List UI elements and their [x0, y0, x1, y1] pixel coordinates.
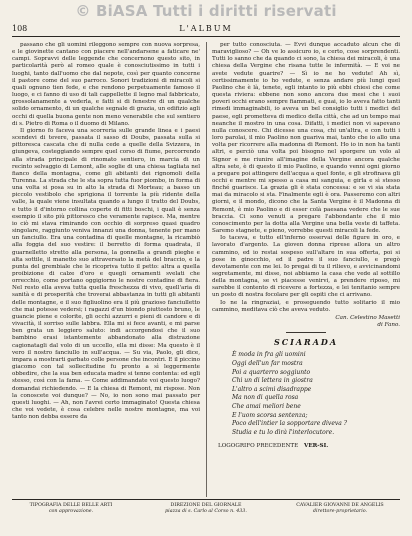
footer-direction-title: DIREZIONE DEL GIORNALE [170, 503, 242, 508]
footer-printer [12, 503, 130, 515]
sciarada-title: SCIARADA [273, 337, 339, 348]
solution-value: VER-SI. [303, 443, 329, 450]
section-rule [286, 332, 326, 333]
footer-printer-note: con approvazione. [48, 509, 94, 514]
right-paragraph-2: Io taceva, e tutto ell'inferno osservai delle figure in oro, e lavorato d'argento. La gioven donna riprese allora un altro cammino, ed io restai sospeso sull'altare in sua offerta, poi si pose in ginocchio, ed il padre il suo fanciullo, e pregò devotamente con me lei. Io pregai di tu il rilievo, e avvicinandomi segretamente, mi disse, noi abbiamo la casa che vede al sottillo della montagna, se vi piacesse venirvi, a prendere riposo, mi sarebbe il contento di ricevere a fortezza, e lei tenitanio sempre un posto di nostra focolare per gli ospiti che ci arrivano. [212, 235, 400, 299]
header-rule [12, 36, 400, 37]
verse-line: Poi a quarterro soggiunto [232, 368, 311, 376]
left-paragraph-2: Il giorno fo faceva una scorreria sulle grande linea e i paesi scendevi di tevere, passata il sasso di Doubs, passata sulla si pittoresca cascata che di nulla cede a quelle della Svizzera, in giungeva, costeggiando sempre quel corso di fiume, percorrendo alla strada principale di rinomato sentiero, in marcia di un recinto selvaggio di Lemont, alle soglie di una chiesa tagliata nel fianco della montagna, come gli abitanti dei rignomoli della Turenna. La strada che le sta sopra tutta fuor piombo, in forma di una volta si posa su in alto la strada di Morteau; a basso un piccolo vestibolo che sprigiona il torrente la più ridente della valle, la quale viene insultata quando a lungo il tratto del Doubs, e tutto il d'intorno collina coperte di fitti boschi, i quali è senza esempio il sito più pittoresco che veramente rapisce. Ma, mentre io ciò mi stava rimirando con occhio di sorpreso quasi quadro singolare, raggiunto veniva innanzi una donna, tenente per mano un fanciullo. Era una contadina di quelle montagne, la ricambiò alla foggia del suo vestire: il berretto di forma quadrata, il guarnelletto stretto alla persona, la gonnella a grandi pieghe e alta sottile, il manetto suo attraversato la metà del braccio, e la punta del grembiale che le ricopriva tutto il petto: altra a quella proibizione di calze d'oro e quegli ornamenti svelati che orrecchio, come portano oggigiorno le nostre contadine di fiera. Nel resto ella aveva tutta quella freschezza di vivo, quell'aria di sanità e di prosperità che troverai abbastanza in tutti gli abitanti delle montagne, e il suo figliuolino era il più grazioso fanciulletto che mai potesse vedersi; i ragazzi d'un biondo piuttosto bruno, le guancie piene e colorite, gli occhi azzurri e pieni di candore e di vivacità, il sorriso sulle labbra. Ella mi si fece avanti, e mi parse ben grata un leggiero saluto: indi accorgendosi che il suo bambino erasi istantemente abbandonato alla distrazione cagionatagli dal volo di un uccello, ella mi disse: Ma questo è il vero il nostro fanciullo in sull'acqua. — Su via, Paolo, gli dice, impara a mostrarti garbato colle persone che incontri. E il piccino giacomo con tal sollecitudine fu pronto a sì leggermente obbedire, che la sua ben educata madre si tenne contenta: ed egli stesso, così con la fama. — Come addimandate voi questo luogo? domandai richiedendo. — E la chiesa di Remont, mi rispose. Non la conoscete voi dunque? — No, io non sono mai passato per questi luoghi. — Ah, non l'avrei certo immaginato! Questa chiesa che voi vedete, è cosa celebre nelle nostre montagne, ma voi tanto non debba essere da [12, 127, 200, 421]
solution-label: LOGOGRIFO PRECEDENTE [218, 443, 299, 450]
page-header [12, 24, 400, 36]
right-paragraph-1: per tutto conosciuta. — Evvi dunque accaduto alcun che di maraviglioso? — Oh ve lo assicuro io, e certo, cose sorprendenti. Tutti lo sanno che da quando ci sono, la chiesa dei miracoli, è una chiesa della Vergine che risana tutte le infermità. — E voi ne avete vedute guarire? — Sì io ne ho vedute! Ah sì, certissimamente io ho vedute, e senza andare più lungi quel Paolino che è là, tenete, egli intanto io più ebbi chiesi che come questa riviera: ebbene non sono ancora due mesi che i suoi poveri occhi erano sempre fiammati, e guai, io lo aveva fatto tanti rimedi immaginabili, io aveva un bel consiglio tutti i medici del paese, egli prometteva di medico della città, che ad un tempo mai neanche il mostro in una cosa. Difatti, i medici non vi sapevano nulla conoscere. Chi dicesse una cosa, chi un'altra, e con tutti i loro parolai, il mio Paolino non guariva mai, tanto che io allo una volta per ricorrere alla madonna di Remont. Ho io in non ha tanti altri, e perciò una volta poi bisogno nel sporgere un volo al Signor e me riunire all'imagine della Vergine ancora qualche altra sete, è di questo il mio Paolino, e quando venni ogni giorno a pregare poi attingere dell'acqua a quel fonte, e gli strofinava gli occhi e mentre mi spesso a casa mi sanguia, e girla e sì stesso finché guarisce. La grazia gli è stata concessa: e se vi sia stata mai da miracolo si sta. Finalmente egli è ora. Passeremo con altri giorni, e il mondo, dicono che la Santa Vergine è il Madonna di Remont, è mio Paolino e di esser colà paesana vedere che le sue braccia. Ci sono venuti a pregare l'abbondante che il mio conoscimento per la dotta alla Vergine una bella veste di taffeta. Saremo stagnete, e pieno, vorrebbe questi miracoli la fede. [212, 42, 400, 235]
verse-line: Chi un di lettera in giostra [232, 377, 313, 385]
footer-director-name: CAVALIER GIOVANNI DE ANGELIS [296, 503, 384, 508]
sciarada-verses [212, 351, 400, 437]
right-paragraph-3: Io ne la ringraziai, e proseguendo tutto solitario il mio cammino, meditava ciò che aveva veduto. [212, 299, 400, 313]
footer-director-role: direttore-proprietario. [312, 509, 368, 514]
verse-line: Studia e tu lo dirà l'interlocutore. [232, 428, 335, 436]
verse-line: Poco dell'intier la sopportare diveva ? [232, 420, 347, 428]
verse-line: Ma non di quella rosa [232, 394, 299, 402]
footer-rule [12, 499, 400, 500]
footer-direction-address: piazza di s. Carlo al Corso n. 433. [165, 509, 247, 514]
footer-director [280, 503, 400, 515]
verse-line: L'altro a scimi disadrappe [232, 385, 312, 393]
author-place: di Fano. [377, 322, 400, 329]
author-signature: Can. Celestino Masetti [335, 314, 400, 321]
left-paragraph-1: passano che gli uomini rileggono sempre con nuova sorpresa, e le giovinette cantano con piacere nell'andarsene a faticare ne' campi. Sopravvi delle leggende che concernono questo sito, in particolarità però al romeo quale è conosciutissimo in tutti i luoghi, tanto dall'uomo che dal nepote, così per quanto concerne il pastore come del suo parroco. Sonori tradizioni di miracoli si quali ognuno tien fede, e che rendono perpetuamente famoso il luogo, e ci fanno di uso di tali cappellette il legno mal fabbricato, grossolanamente a vederla, e fatti si di fenestre di un qualche solido ornamento, di un qualche segnale di grazia, un edifizio agli occhi di quella buona gente non meno venerabile che sul sentiero di s. Pietro di Roma o il duomo di Milano. [12, 42, 200, 127]
right-column [212, 42, 400, 451]
verse-line: E l'uom scorsa sentenza; [232, 411, 308, 419]
column-divider [206, 42, 207, 497]
page-number: 108 [12, 24, 28, 33]
copyright-watermark: © BiASA Tutti i diritti riservati [75, 2, 337, 20]
previous-solution [212, 443, 400, 450]
footer-printer-name: TIPOGRAFIA DELLE BELLE ARTI [29, 503, 113, 508]
verse-line: È moda in fra gli uomini [232, 351, 306, 359]
journal-title: L'ALBUM [179, 24, 233, 33]
verse-line: Oggi dell'un far mostra [232, 360, 303, 367]
left-column [12, 42, 200, 421]
footer-direction [140, 503, 272, 515]
verse-line: Che amai meliori bene [232, 402, 301, 410]
